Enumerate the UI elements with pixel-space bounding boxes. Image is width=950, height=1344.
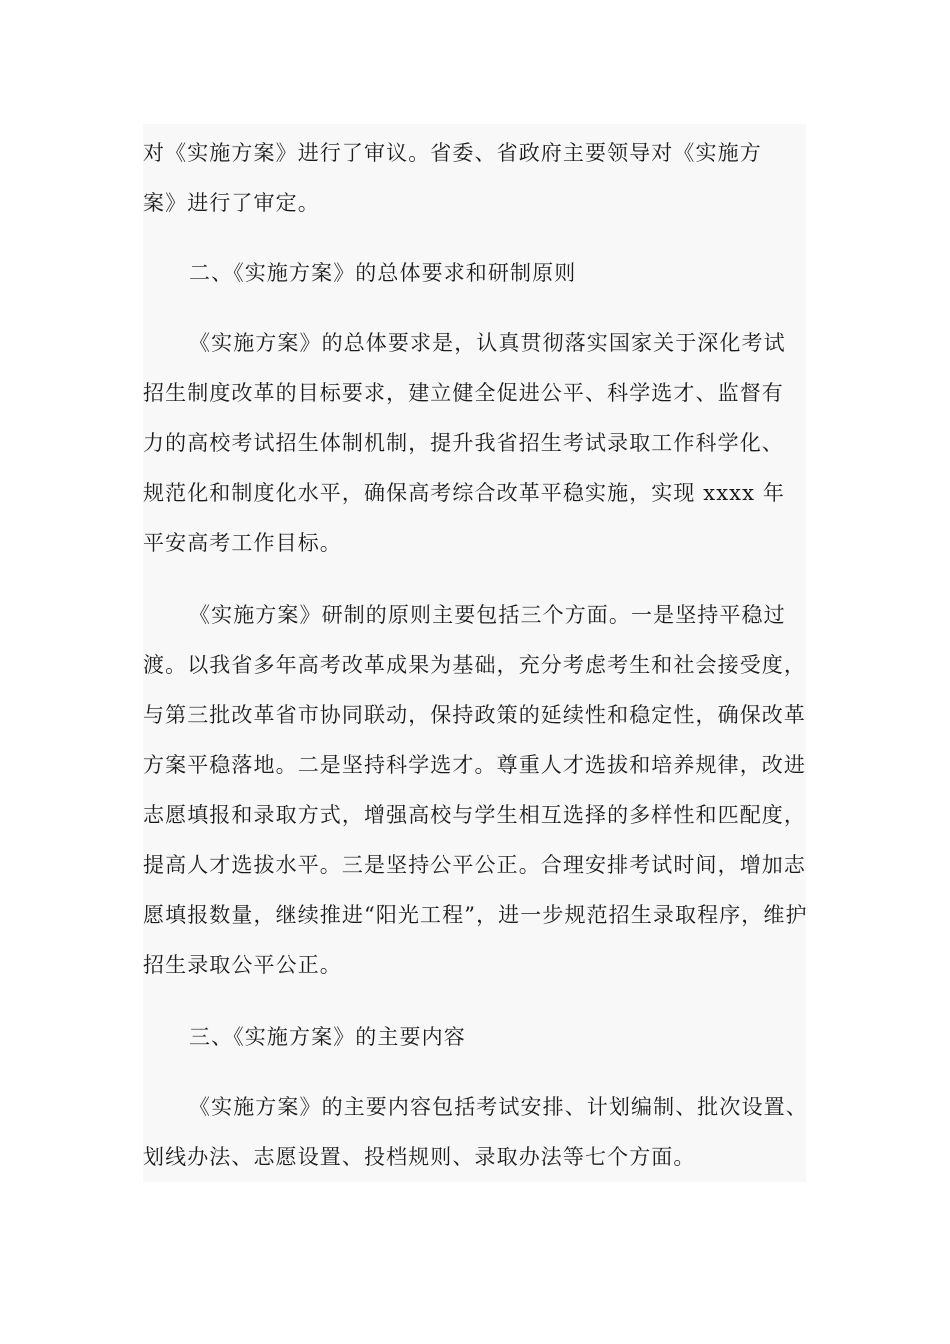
paragraph-continued: 对《实施方案》进行了审议。省委、省政府主要领导对《实施方案》进行了审定。 <box>143 141 762 215</box>
paragraph-content: 《实施方案》的主要内容包括考试安排、计划编制、批次设置、划线办法、志愿设置、投档规则、录取办法等七个方面。 <box>143 1095 808 1169</box>
section-heading-2: 二、《实施方案》的总体要求和研制原则 <box>189 261 577 285</box>
section-heading-3: 三、《实施方案》的主要内容 <box>189 1025 466 1049</box>
paragraph-requirements: 《实施方案》的总体要求是，认真贯彻落实国家关于深化考试招生制度改革的目标要求，建立健全促进公平、科学选才、监督有力的高校考试招生体制机制，提升我省招生考试录取工作科学化、规范化和制度化水平，确保高考综合改革平稳实施，实现 xxxx 年平安高考工作目标。 <box>143 331 786 555</box>
paragraph-principles: 《实施方案》研制的原则主要包括三个方面。一是坚持平稳过渡。以我省多年高考改革成果为基础，充分考虑考生和社会接受度，与第三批改革省市协同联动，保持政策的延续性和稳定性，确保改革方案平稳落地。二是坚持科学选才。尊重人才选拔和培养规律，改进志愿填报和录取方式，增强高校与学生相互选择的多样性和匹配度，提高人才选拔水平。三是坚持公平公正。合理安排考试时间，增加志愿填报数量，继续推进“阳光工程”，进一步规范招生录取程序，维护招生录取公平公正。 <box>143 603 808 977</box>
